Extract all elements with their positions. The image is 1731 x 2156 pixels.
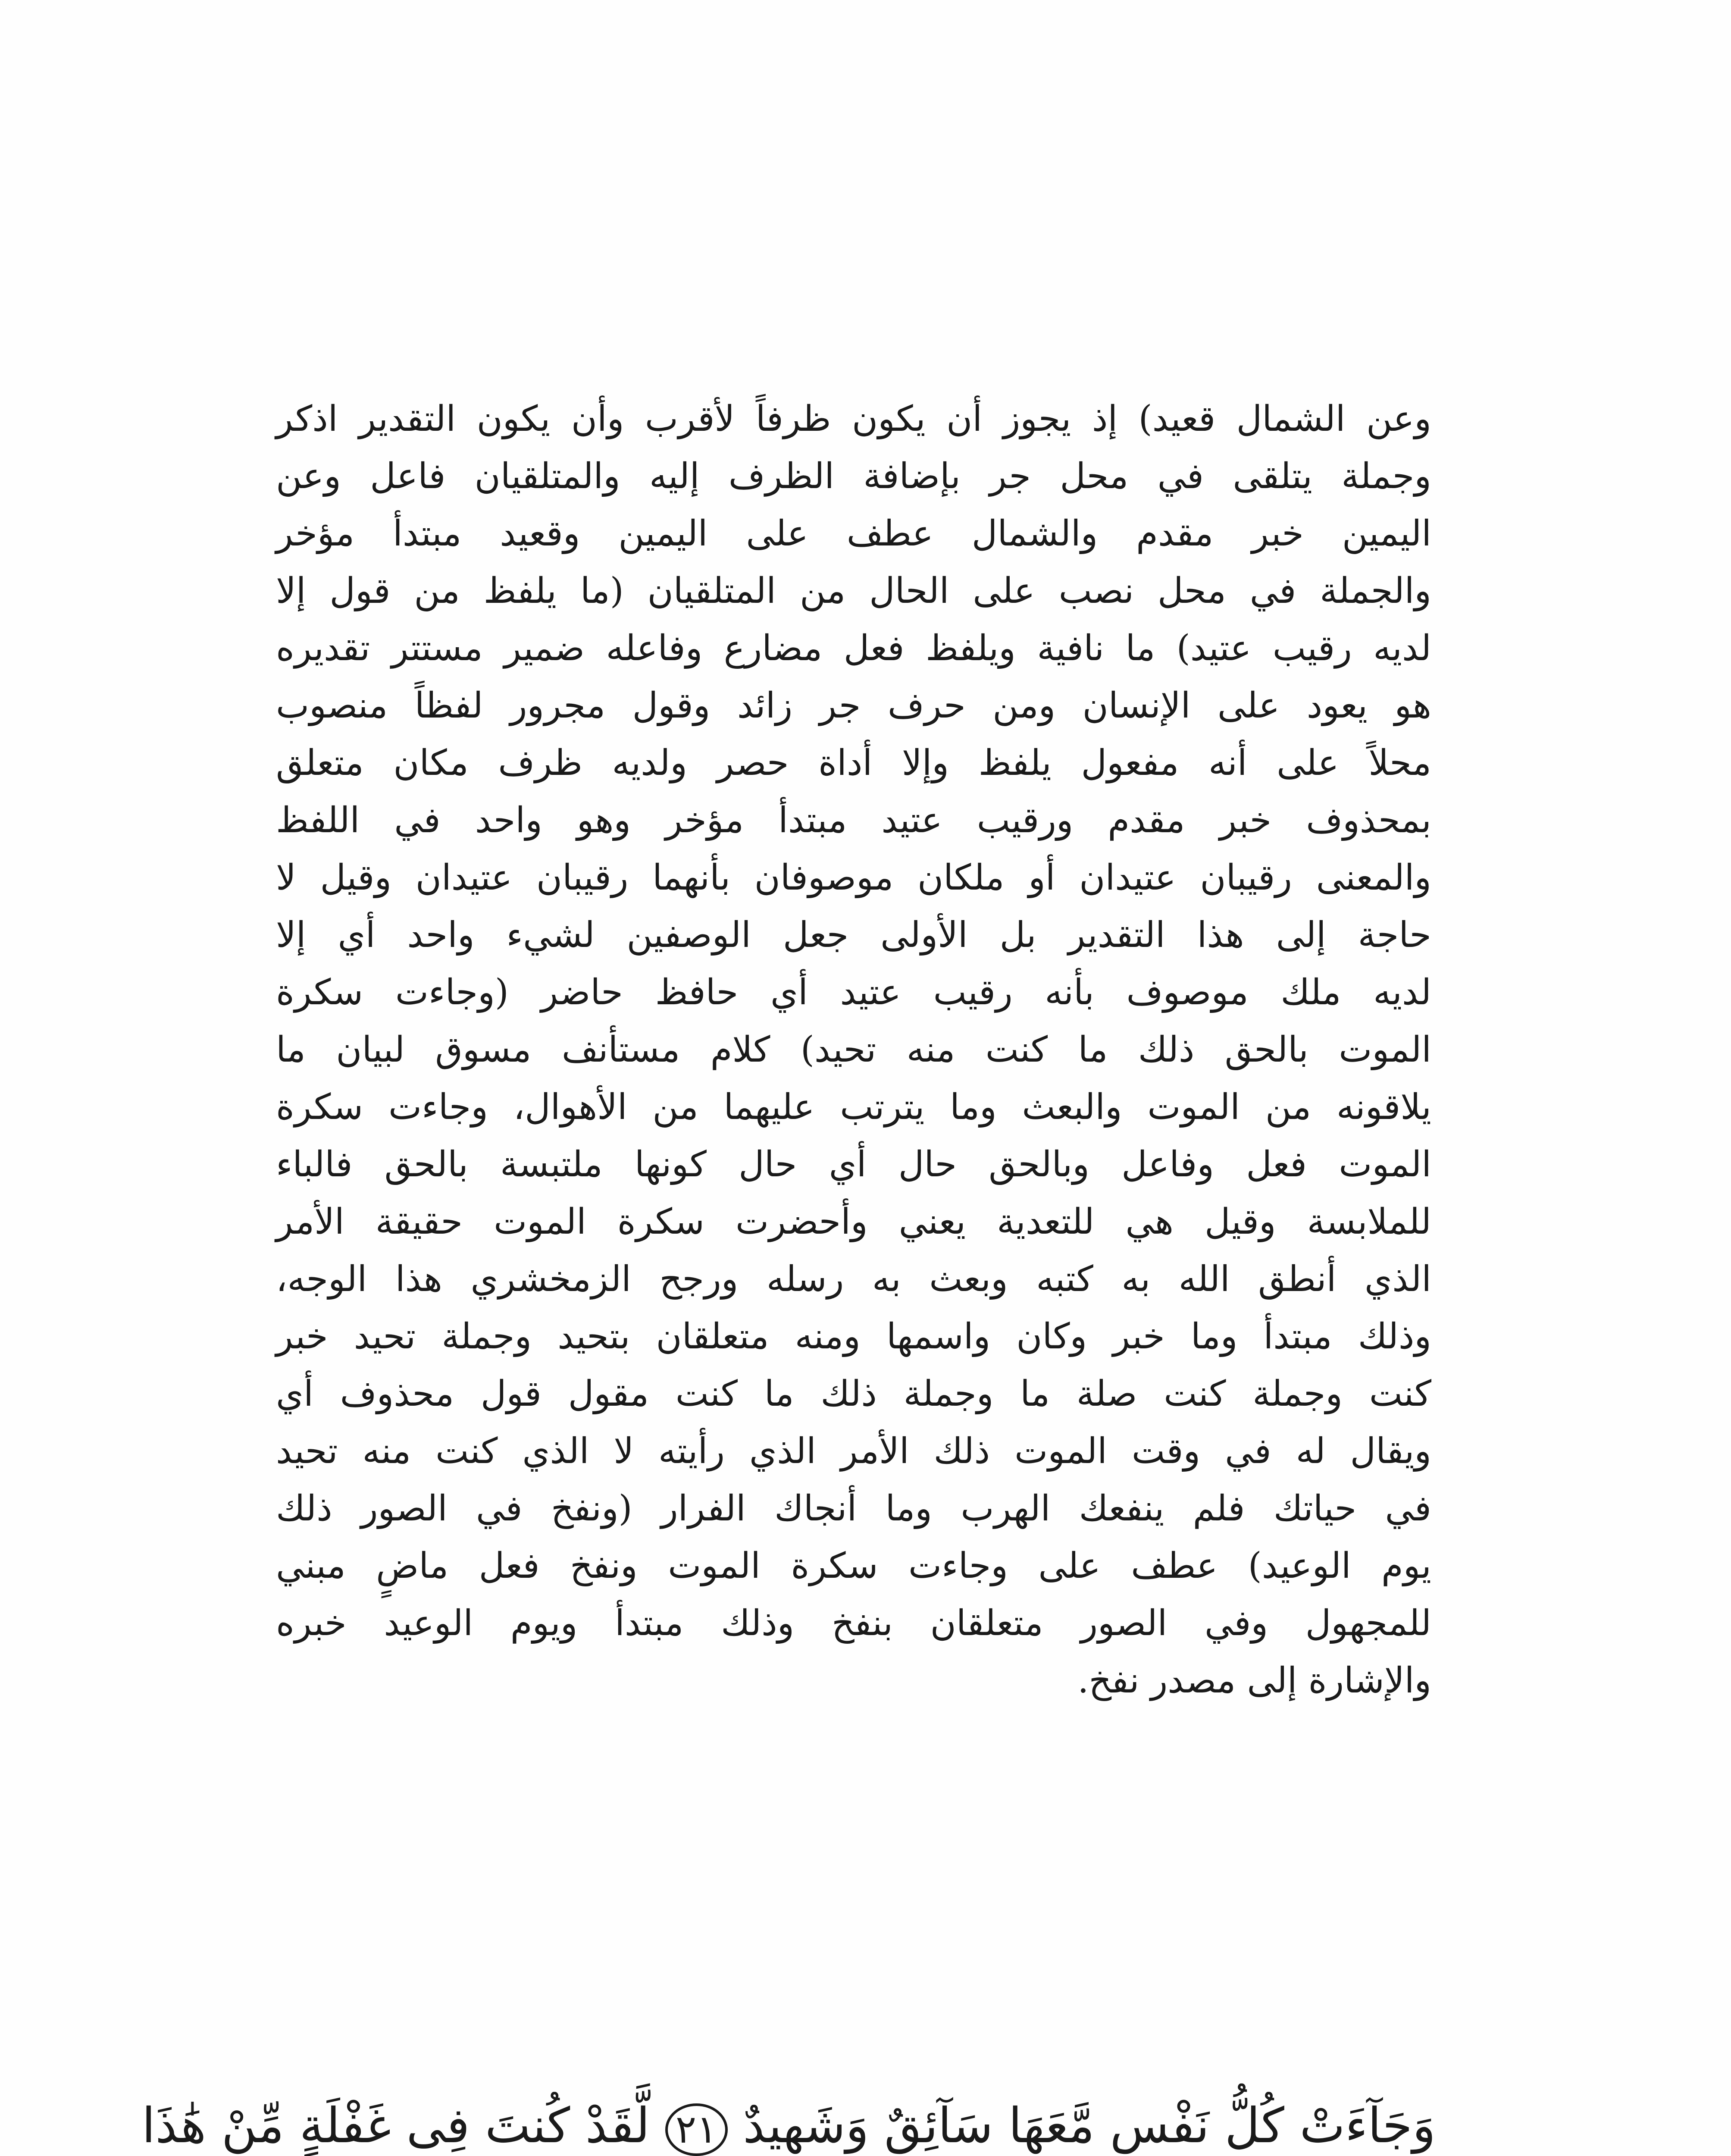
text-line: كنت وجملة كنت صلة ما وجملة ذلك ما كنت مقول قول محذوف أي — [276, 1373, 1431, 1414]
text-line: محلاً على أنه مفعول يلفظ وإلا أداة حصر ولديه ظرف مكان متعلق — [276, 743, 1431, 783]
text-line: هو يعود على الإنسان ومن حرف جر زائد وقول مجرور لفظاً منصوب — [276, 685, 1431, 726]
text-line: لديه رقيب عتيد) ما نافية ويلفظ فعل مضارع وفاعله ضمير مستتر تقديره — [276, 628, 1431, 669]
text-line: حاجة إلى هذا التقدير بل الأولى جعل الوصفين لشيء واحد أي إلا — [276, 915, 1431, 956]
text-line: للمجهول وفي الصور متعلقان بنفخ وذلك مبتدأ ويوم الوعيد خبره — [276, 1603, 1431, 1644]
text-line: الموت بالحق ذلك ما كنت منه تحيد) كلام مستأنف مسوق لبيان ما — [276, 1029, 1431, 1070]
text-line: والمعنى رقيبان عتيدان أو ملكان موصوفان بأنهما رقيبان عتيدان وقيل لا — [276, 857, 1431, 898]
text-line: للملابسة وقيل هي للتعدية يعني وأحضرت سكرة الموت حقيقة الأمر — [276, 1201, 1431, 1242]
text-line: يلاقونه من الموت والبعث وما يترتب عليهما من الأهوال، وجاءت سكرة — [276, 1087, 1431, 1128]
verse-second-part: لَّقَدْ كُنتَ فِى غَفْلَةٍ مِّنْ هَٰذَا — [142, 2098, 650, 2154]
commentary-text — [276, 390, 1431, 1709]
text-line: وذلك مبتدأ وما خبر وكان واسمها ومنه متعلقان بتحيد وجملة تحيد خبر — [276, 1316, 1431, 1357]
text-line: الموت فعل وفاعل وبالحق حال أي حال كونها ملتبسة بالحق فالباء — [276, 1144, 1431, 1185]
text-line: والإشارة إلى مصدر نفخ. — [1077, 1660, 1431, 1701]
text-line: ويقال له في وقت الموت ذلك الأمر الذي رأيته لا الذي كنت منه تحيد — [276, 1431, 1431, 1472]
text-line: والجملة في محل نصب على الحال من المتلقيان (ما يلفظ من قول إلا — [276, 570, 1431, 611]
text-line: الذي أنطق الله به كتبه وبعث به رسله ورجح الزمخشري هذا الوجه، — [276, 1259, 1431, 1300]
text-line: اليمين خبر مقدم والشمال عطف على اليمين وقعيد مبتدأ مؤخر — [276, 513, 1431, 554]
text-line: في حياتك فلم ينفعك الهرب وما أنجاك الفرار (ونفخ في الصور ذلك — [276, 1488, 1431, 1529]
text-line: لديه ملك موصوف بأنه رقيب عتيد أي حافظ حاضر (وجاءت سكرة — [276, 972, 1431, 1013]
verse-number-marker: ٢١ — [665, 2103, 728, 2156]
text-line: وجملة يتلقى في محل جر بإضافة الظرف إليه والمتلقيان فاعل وعن — [276, 456, 1431, 497]
text-line: بمحذوف خبر مقدم ورقيب عتيد مبتدأ مؤخر وهو واحد في اللفظ — [276, 800, 1431, 841]
text-line: يوم الوعيد) عطف على وجاءت سكرة الموت ونفخ فعل ماضٍ مبني — [276, 1545, 1431, 1586]
verse-first-part: وَجَآءَتْ كُلُّ نَفْسٍ مَّعَهَا سَآئِقٌ وَشَهِيدٌ — [743, 2098, 1436, 2154]
text-line: وعن الشمال قعيد) إذ يجوز أن يكون ظرفاً لأقرب وأن يكون التقدير اذكر — [276, 398, 1431, 439]
quran-verse — [142, 2083, 1436, 2156]
